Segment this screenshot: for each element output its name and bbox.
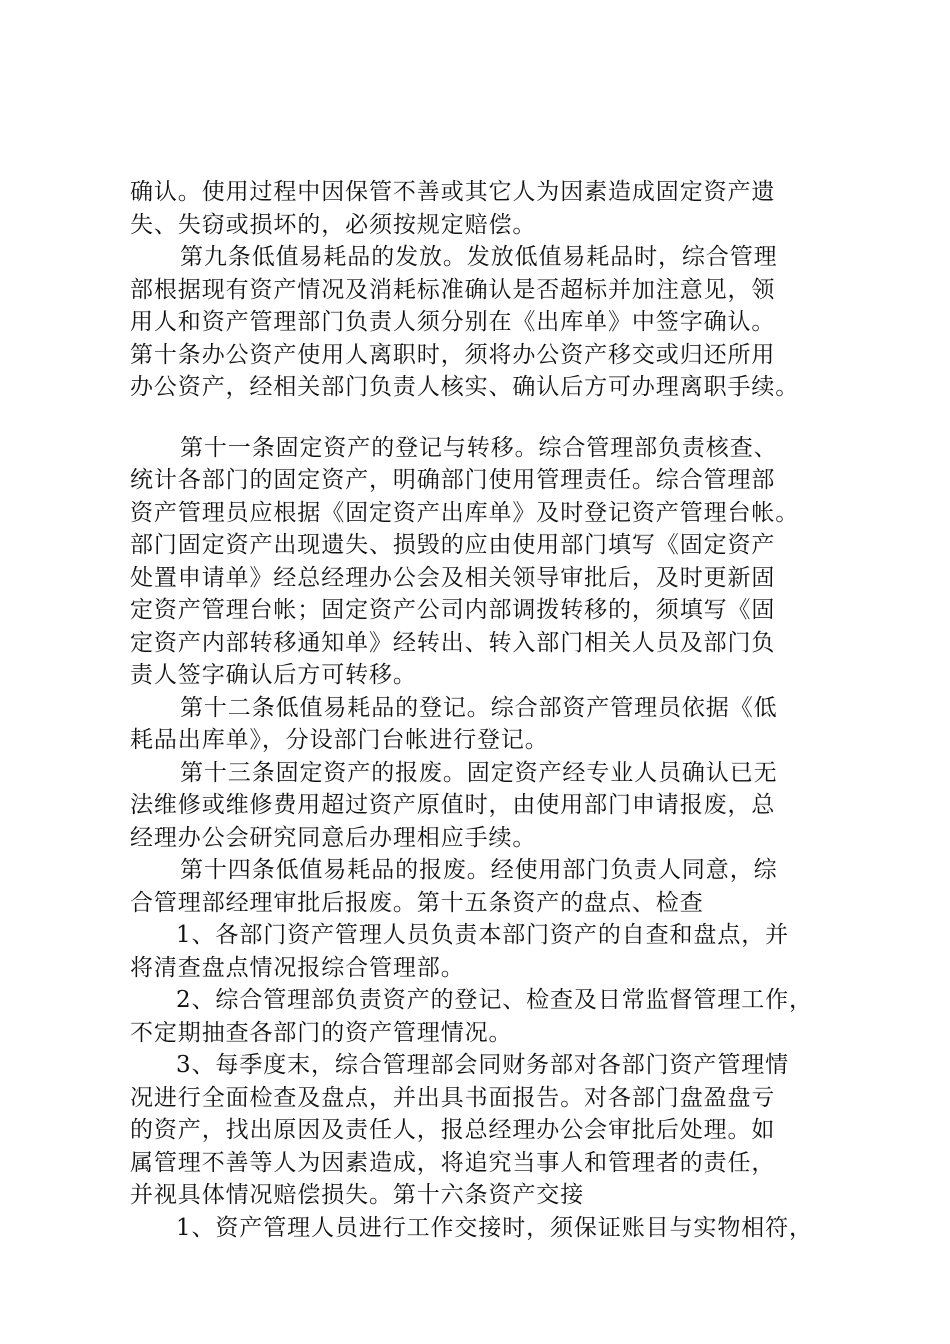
- text-line: 第九条低值易耗品的发放。发放低值易耗品时，综合管理: [180, 244, 778, 270]
- text-line: 1、各部门资产管理人员负责本部门资产的自查和盘点，并: [176, 922, 790, 948]
- text-line: 属管理不善等人为因素造成，将追究当事人和管理者的责任，: [130, 1149, 776, 1176]
- text-line: 第十二条低值易耗品的登记。综合部资产管理员依据《低: [180, 694, 778, 721]
- text-line: 定资产管理台帐；固定资产公司内部调拨转移的，须填写《固: [130, 597, 776, 623]
- text-line: 失、失窃或损坏的，必须按规定赔偿。: [130, 211, 537, 238]
- text-line: 第十条办公资产使用人离职时，须将办公资产移交或归还所用: [130, 341, 776, 368]
- text-line: 的资产，找出原因及责任人，报总经理办公会审批后处理。如: [130, 1117, 776, 1143]
- text-line: 第十一条固定资产的登记与转移。综合管理部负责核查、: [180, 434, 778, 461]
- text-line: 第十四条低值易耗品的报废。经使用部门负责人同意，综: [180, 857, 778, 883]
- document-body: [130, 176, 842, 1244]
- paragraph-gap: [130, 404, 842, 432]
- text-line: 3、每季度末，综合管理部会同财务部对各部门资产管理情: [176, 1052, 790, 1078]
- text-line: 并视具体情况赔偿损失。第十六条资产交接: [130, 1182, 585, 1208]
- text-line: 1、资产管理人员进行工作交接时，须保证账目与实物相符，: [176, 1214, 813, 1241]
- text-line: 法维修或维修费用超过资产原值时，由使用部门申请报废，总: [130, 792, 776, 818]
- text-line: 将清查盘点情况报综合管理部。: [130, 954, 465, 981]
- text-line: 处置申请单》经总经理办公会及相关领导审批后，及时更新固: [130, 564, 776, 591]
- text-line: 2、综合管理部负责资产的登记、检查及日常监督管理工作，: [176, 987, 813, 1013]
- text-line: 责人签字确认后方可转移。: [130, 662, 417, 688]
- text-line: 经理办公会研究同意后办理相应手续。: [130, 824, 537, 851]
- text-line: 用人和资产管理部门负责人须分别在《出库单》中签字确认。: [130, 309, 776, 335]
- text-line: 合管理部经理审批后报废。第十五条资产的盘点、检查: [130, 889, 704, 916]
- text-line: 况进行全面检查及盘点，并出具书面报告。对各部门盘盈盘亏: [130, 1084, 776, 1111]
- text-line: 确认。使用过程中因保管不善或其它人为因素造成固定资产遗: [130, 179, 776, 205]
- text-line: 不定期抽查各部门的资产管理情况。: [130, 1019, 513, 1046]
- text-line: 部根据现有资产情况及消耗标准确认是否超标并加注意见，领: [130, 276, 776, 303]
- text-line: 部门固定资产出现遗失、损毁的应由使用部门填写《固定资产: [130, 532, 776, 558]
- text-line: 办公资产，经相关部门负责人核实、确认后方可办理离职手续。: [130, 374, 800, 400]
- text-line: 第十三条固定资产的报废。固定资产经专业人员确认已无: [180, 759, 778, 786]
- text-line: 统计各部门的固定资产，明确部门使用管理责任。综合管理部: [130, 467, 776, 493]
- text-line: 定资产内部转移通知单》经转出、转入部门相关人员及部门负: [130, 629, 776, 656]
- text-line: 资产管理员应根据《固定资产出库单》及时登记资产管理台帐。: [130, 499, 800, 526]
- text-line: 耗品出库单》，分设部门台帐进行登记。: [130, 727, 549, 753]
